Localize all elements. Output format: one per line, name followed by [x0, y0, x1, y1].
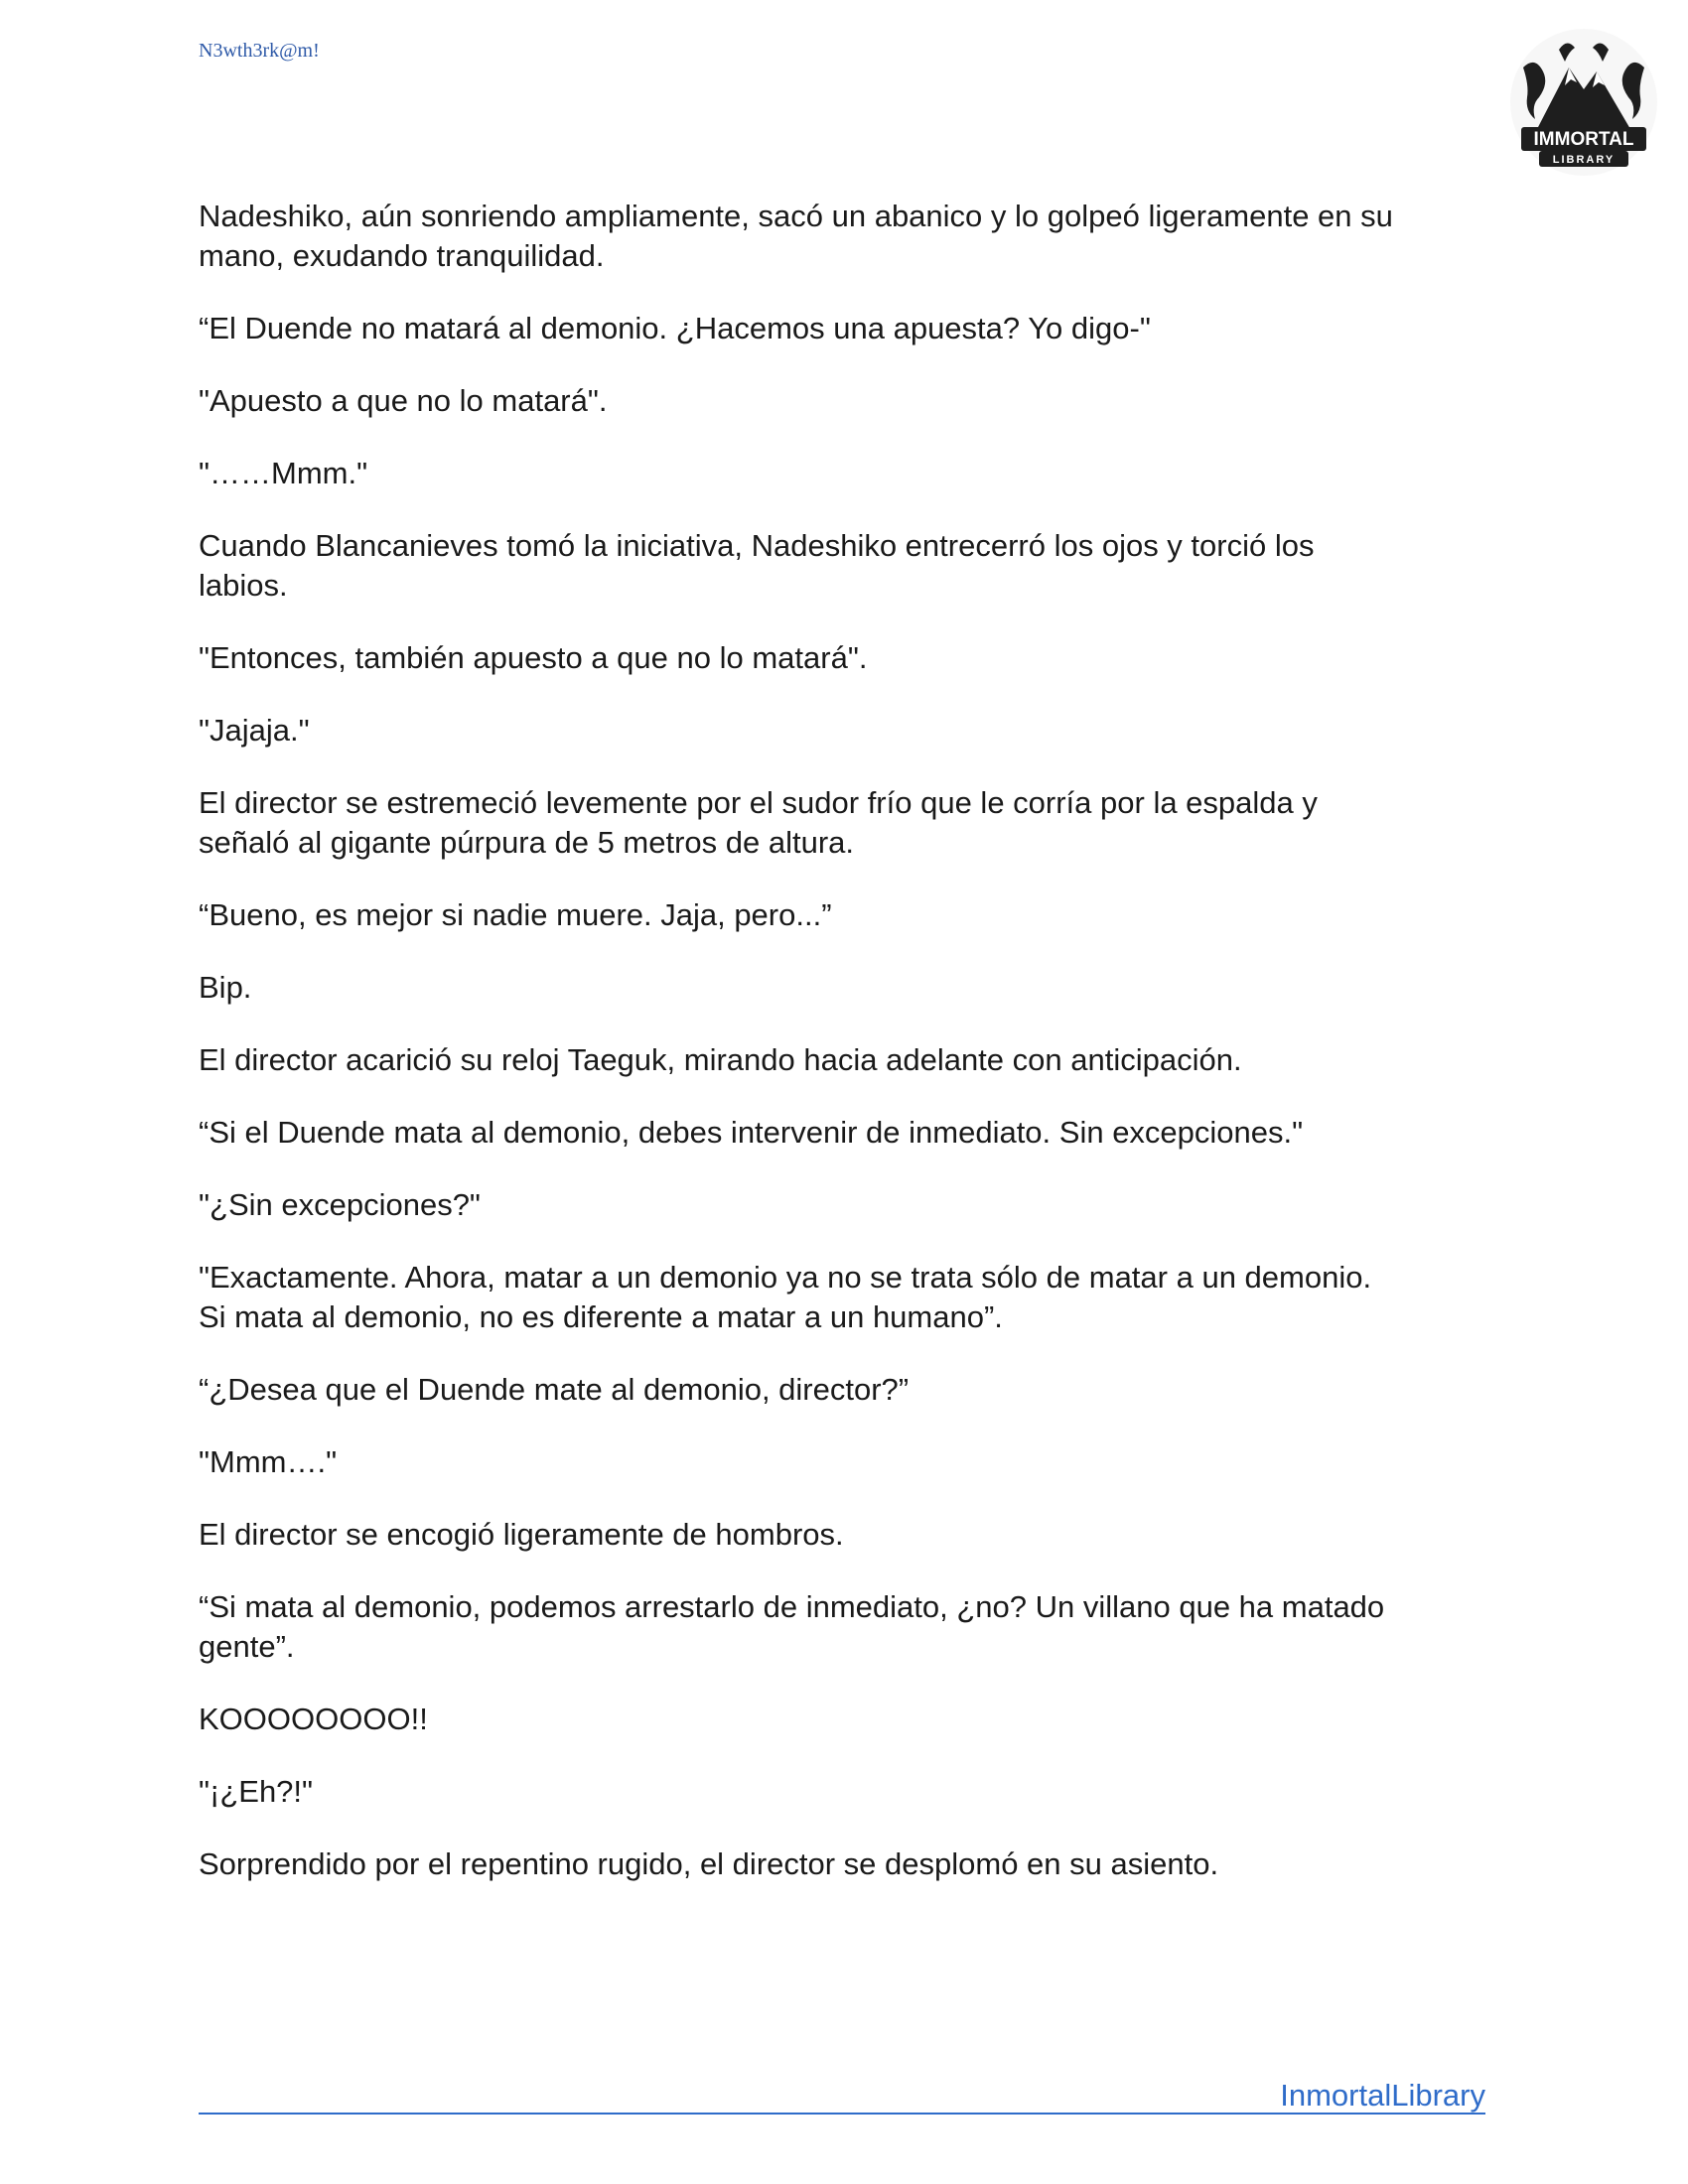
paragraph: “¿Desea que el Duende mate al demonio, director?” — [199, 1372, 910, 1407]
paragraph: Bip. — [199, 970, 252, 1005]
paragraph: "¡¿Eh?!" — [199, 1774, 314, 1809]
document-body — [199, 197, 1489, 1917]
paragraph: "……Mmm." — [199, 456, 368, 490]
footer-link[interactable]: InmortalLibrary — [1280, 2078, 1485, 2113]
paragraph: "¿Sin excepciones?" — [199, 1187, 481, 1222]
paragraph: “Si el Duende mata al demonio, debes intervenir de inmediato. Sin excepciones." — [199, 1115, 1304, 1150]
paragraph: Cuando Blancanieves tomó la iniciativa, Nadeshiko entrecerró los ojos y torció los labios. — [199, 528, 1315, 603]
paragraph: Sorprendido por el repentino rugido, el director se desplomó en su asiento. — [199, 1846, 1219, 1881]
header-tag: N3wth3rk@m! — [199, 40, 320, 62]
paragraph: El director se encogió ligeramente de hombros. — [199, 1517, 844, 1552]
paragraph: KOOOOOOOO!! — [199, 1702, 428, 1736]
paragraph: "Apuesto a que no lo matará". — [199, 383, 608, 418]
logo-line2: LIBRARY — [1552, 154, 1616, 166]
paragraph: "Exactamente. Ahora, matar a un demonio ya no se trata sólo de matar a un demonio. Si mata al demonio, no es diferente a matar a un humano”. — [199, 1260, 1372, 1334]
paragraph: "Entonces, también apuesto a que no lo matará". — [199, 640, 868, 675]
footer-divider — [199, 2113, 1485, 2115]
paragraph: El director se estremeció levemente por el sudor frío que le corría por la espalda y señaló al gigante púrpura de 5 metros de altura. — [199, 785, 1318, 860]
immortal-library-logo — [1509, 28, 1658, 177]
paragraph: "Jajaja." — [199, 713, 310, 748]
paragraph: “El Duende no matará al demonio. ¿Hacemos una apuesta? Yo digo-" — [199, 311, 1151, 345]
logo-line1: IMMORTAL — [1533, 129, 1634, 150]
paragraph: "Mmm…." — [199, 1444, 338, 1479]
paragraph: Nadeshiko, aún sonriendo ampliamente, sacó un abanico y lo golpeó ligeramente en su mano, exudando tranquilidad. — [199, 199, 1393, 273]
paragraph: “Bueno, es mejor si nadie muere. Jaja, pero...” — [199, 897, 832, 932]
paragraph: “Si mata al demonio, podemos arrestarlo de inmediato, ¿no? Un villano que ha matado gente”. — [199, 1589, 1385, 1664]
paragraph: El director acarició su reloj Taeguk, mirando hacia adelante con anticipación. — [199, 1042, 1242, 1077]
